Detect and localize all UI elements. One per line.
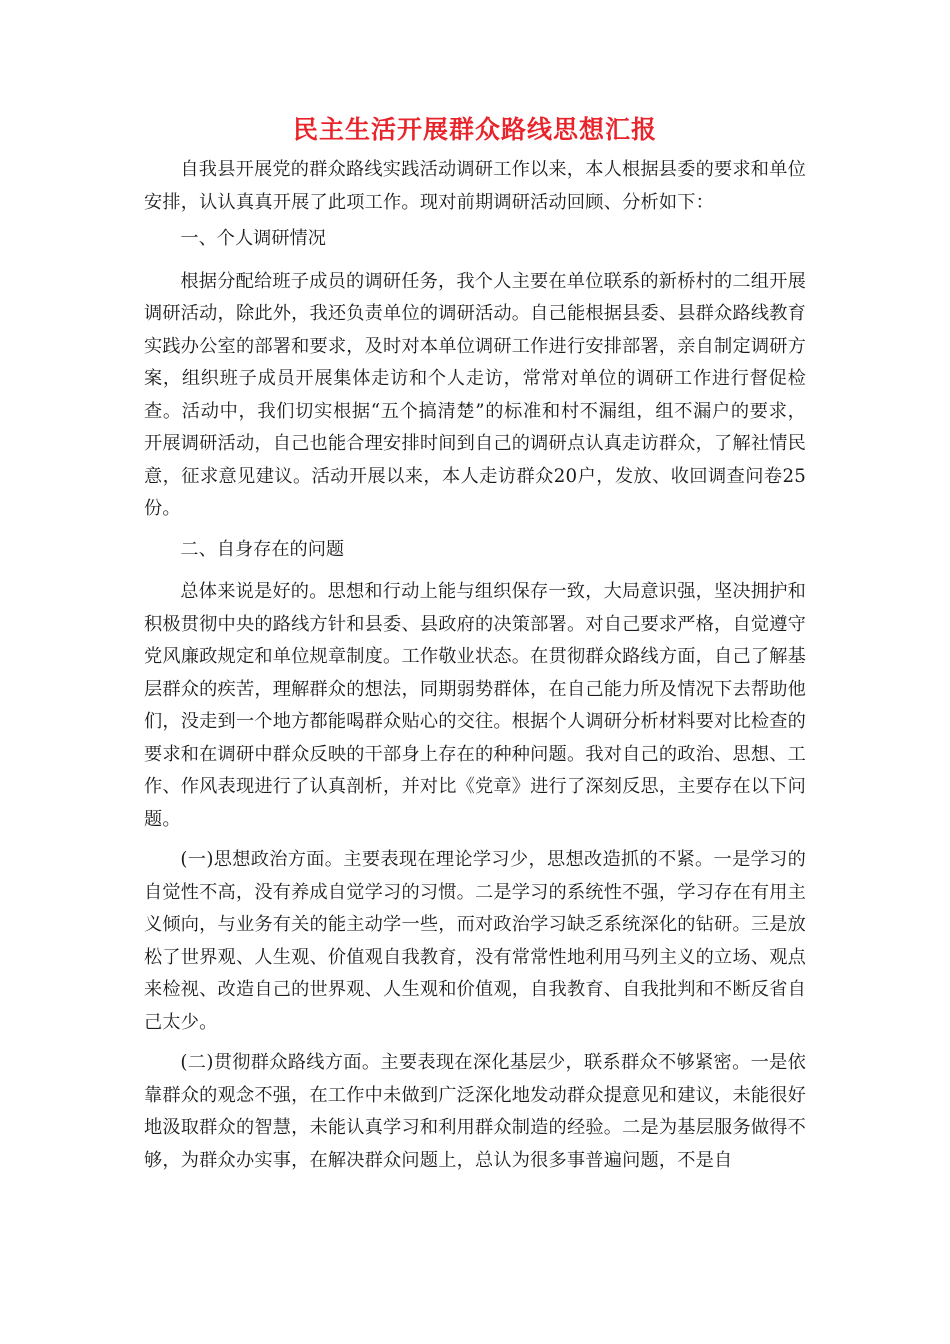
intro-paragraph: 自我县开展党的群众路线实践活动调研工作以来，本人根据县委的要求和单位安排，认认真真开展了此项工作。现对前期调研活动回顾、分析如下： xyxy=(144,159,806,213)
section-heading-1: 一、个人调研情况 xyxy=(180,228,326,249)
section-heading-2: 二、自身存在的问题 xyxy=(180,538,345,560)
document-title: 民主生活开展群众路线思想汇报 xyxy=(292,115,657,144)
item2-paragraph: (二)贯彻群众路线方面。主要表现在深化基层少，联系群众不够紧密。一是依靠群众的观念不强，在工作中未做到广泛深化地发动群众提意见和建议，未能很好地汲取群众的智慧，未能认真学习和利用群众制造的经验。二是为基层服务做得不够，为群众办实事，在解决群众问题上，总认为很多事普遍问题，不是自 xyxy=(144,1052,806,1171)
item1-paragraph: (一)思想政治方面。主要表现在理论学习少，思想改造抓的不紧。一是学习的自觉性不高，没有养成自觉学习的习惯。二是学习的系统性不强，学习存在有用主义倾向，与业务有关的能主动学一些，而对政治学习缺乏系统深化的钻研。三是放松了世界观、人生观、价值观自我教育，没有常常性地利用马列主义的立场、观点来检视、改造自己的世界观、人生观和价值观，自我教育、自我批判和不断反省自己太少。 xyxy=(144,849,806,1033)
document-page xyxy=(144,112,806,1185)
section1-paragraph: 根据分配给班子成员的调研任务，我个人主要在单位联系的新桥村的二组开展调研活动，除此外，我还负责单位的调研活动。自己能根据县委、县群众路线教育实践办公室的部署和要求，及时对本单位调研工作进行安排部署，亲自制定调研方案，组织班子成员开展集体走访和个人走访，常常对单位的调研工作进行督促检查。活动中，我们切实根据“五个搞清楚”的标准和村不漏组，组不漏户的要求，开展调研活动，自己也能合理安排时间到自己的调研点认真走访群众，了解社情民意，征求意见建议。活动开展以来，本人走访群众20户，发放、收回调查问卷25份。 xyxy=(144,270,806,519)
section2-paragraph: 总体来说是好的。思想和行动上能与组织保存一致，大局意识强，坚决拥护和积极贯彻中央的路线方针和县委、县政府的决策部署。对自己要求严格，自觉遵守党风廉政规定和单位规章制度。工作敬业状态。在贯彻群众路线方面，自己了解基层群众的疾苦，理解群众的想法，同期弱势群体，在自己能力所及情况下去帮助他们，没走到一个地方都能喝群众贴心的交往。根据个人调研分析材料要对比检查的要求和在调研中群众反映的干部身上存在的种种问题。我对自己的政治、思想、工作、作风表现进行了认真剖析，并对比《党章》进行了深刻反思，主要存在以下问题。 xyxy=(144,581,806,830)
